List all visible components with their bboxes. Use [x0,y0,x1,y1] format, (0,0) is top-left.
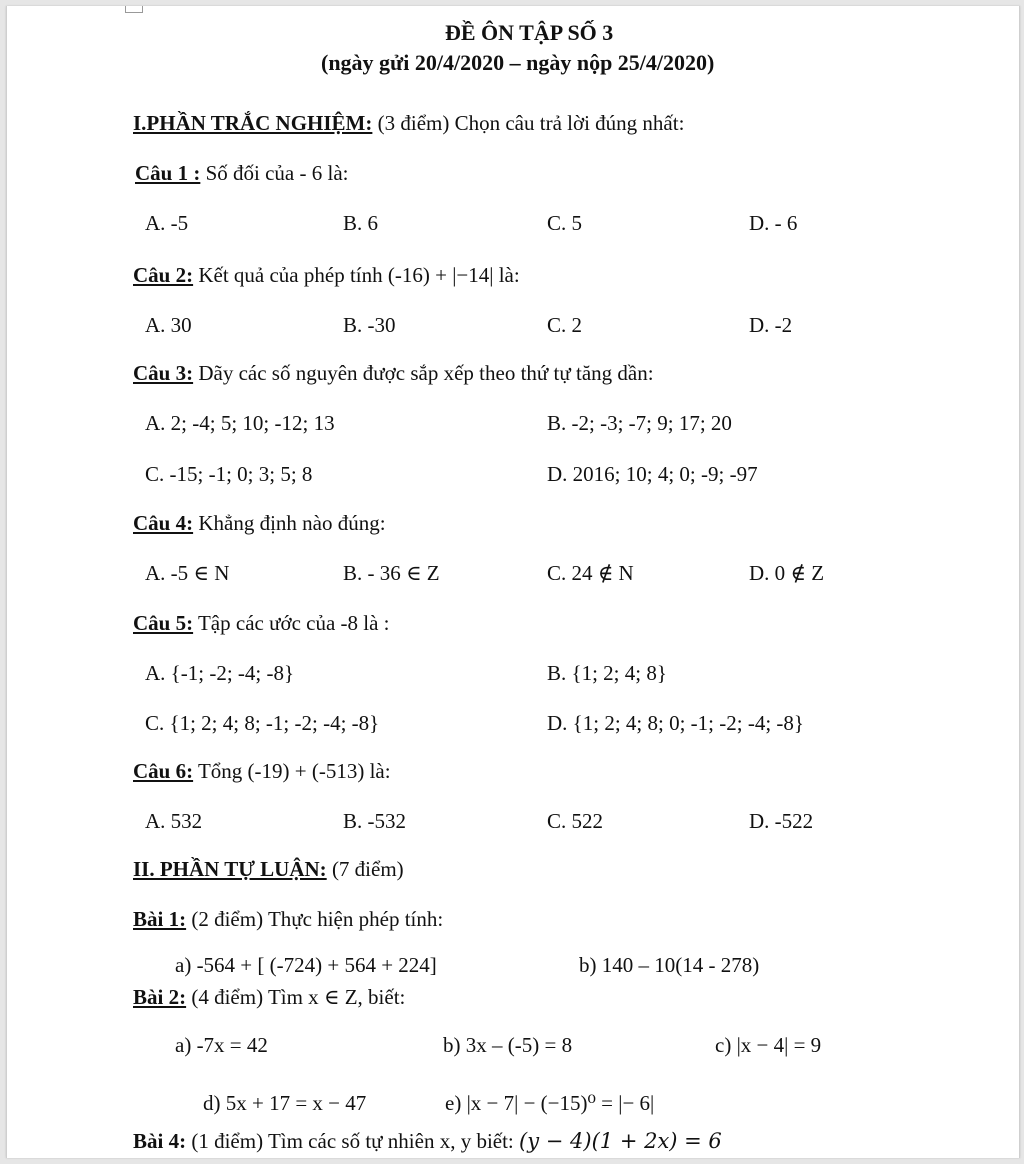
exercise-label: Bài 4: [133,1129,187,1153]
bai2-line [133,984,405,1010]
page-corner-mark [125,6,143,13]
exercise-label: Bài 2: [133,985,187,1009]
option: D. 0 ∉ Z [749,561,825,585]
bai4-line [133,1128,722,1154]
part2-line [133,856,404,882]
option: A. 2; -4; 5; 10; -12; 13 [145,411,335,435]
bai2-part-c: c) |x − 4| = 9 [715,1033,822,1057]
document-dates: (ngày gửi 20/4/2020 – ngày nộp 25/4/2020) [321,50,715,75]
option: C. -15; -1; 0; 3; 5; 8 [145,462,313,486]
part1-instruction: (3 điểm) Chọn câu trả lời đúng nhất: [377,111,685,135]
bai2-part-a: a) -7x = 42 [175,1033,268,1057]
option: B. 6 [343,211,379,235]
question-6 [133,758,391,784]
bai2-part-d: d) 5x + 17 = x − 47 [203,1091,367,1115]
option: C. {1; 2; 4; 8; -1; -2; -4; -8} [145,711,380,735]
option: C. 522 [547,809,604,833]
option: A. -5 ∈ N [145,561,230,585]
bai1-part-b: b) 140 – 10(14 - 278) [579,953,760,977]
option: B. -532 [343,809,406,833]
bai4-equation: (y − 4)(1 + 2x) = 6 [519,1129,722,1153]
exercise-text: (2 điểm) Thực hiện phép tính: [191,907,444,931]
option: B. {1; 2; 4; 8} [547,661,667,685]
question-text: Kết quả của phép tính (-16) + |−14| là: [198,263,520,287]
option: A. 532 [145,809,203,833]
bai2-part-b: b) 3x – (-5) = 8 [443,1033,573,1057]
document-title: ĐỀ ÔN TẬP SỐ 3 [445,20,614,45]
option: A. -5 [145,211,189,235]
question-text: Tổng (-19) + (-513) là: [197,759,391,783]
option: D. -522 [749,809,814,833]
part1-heading: I.PHẦN TRẮC NGHIỆM: [133,111,373,135]
exercise-text: (4 điểm) Tìm x ∈ Z, biết: [191,985,406,1009]
question-5 [133,610,390,636]
option: A. 30 [145,313,192,337]
option: D. {1; 2; 4; 8; 0; -1; -2; -4; -8} [547,711,804,735]
question-2 [133,262,520,288]
question-3 [133,360,654,386]
option: C. 5 [547,211,583,235]
question-text: Tập các ước của -8 là : [197,611,390,635]
option: C. 24 ∉ N [547,561,634,585]
bai2-part-e: e) |x − 7| − (−15)⁰ = |− 6| [445,1091,655,1115]
exercise-label: Bài 1: [133,907,187,931]
option: B. - 36 ∈ Z [343,561,440,585]
question-label: Câu 5: [133,611,194,635]
question-label: Câu 3: [133,361,194,385]
question-label: Câu 2: [133,263,194,287]
question-label: Câu 4: [133,511,194,535]
question-text: Khẳng định nào đúng: [198,511,386,535]
exercise-text: (1 điểm) Tìm các số tự nhiên x, y biết: [191,1129,514,1153]
bai1-part-a: a) -564 + [ (-724) + 564 + 224] [175,953,437,977]
question-1 [135,160,348,186]
option: D. 2016; 10; 4; 0; -9; -97 [547,462,758,486]
question-label: Câu 6: [133,759,194,783]
option: A. {-1; -2; -4; -8} [145,661,295,685]
option: B. -30 [343,313,396,337]
question-4 [133,510,386,536]
bai1-line [133,906,443,932]
question-text: Dãy các số nguyên được sắp xếp theo thứ tự tăng dần: [198,361,654,385]
part1-line [133,110,684,136]
option: C. 2 [547,313,583,337]
part2-points: (7 điểm) [331,857,404,881]
question-label: Câu 1 : [135,161,201,185]
document-page [6,6,1020,1158]
option: D. - 6 [749,211,798,235]
part2-heading: II. PHẦN TỰ LUẬN: [133,857,327,881]
question-text: Số đối của - 6 là: [205,161,349,185]
option: D. -2 [749,313,793,337]
option: B. -2; -3; -7; 9; 17; 20 [547,411,732,435]
